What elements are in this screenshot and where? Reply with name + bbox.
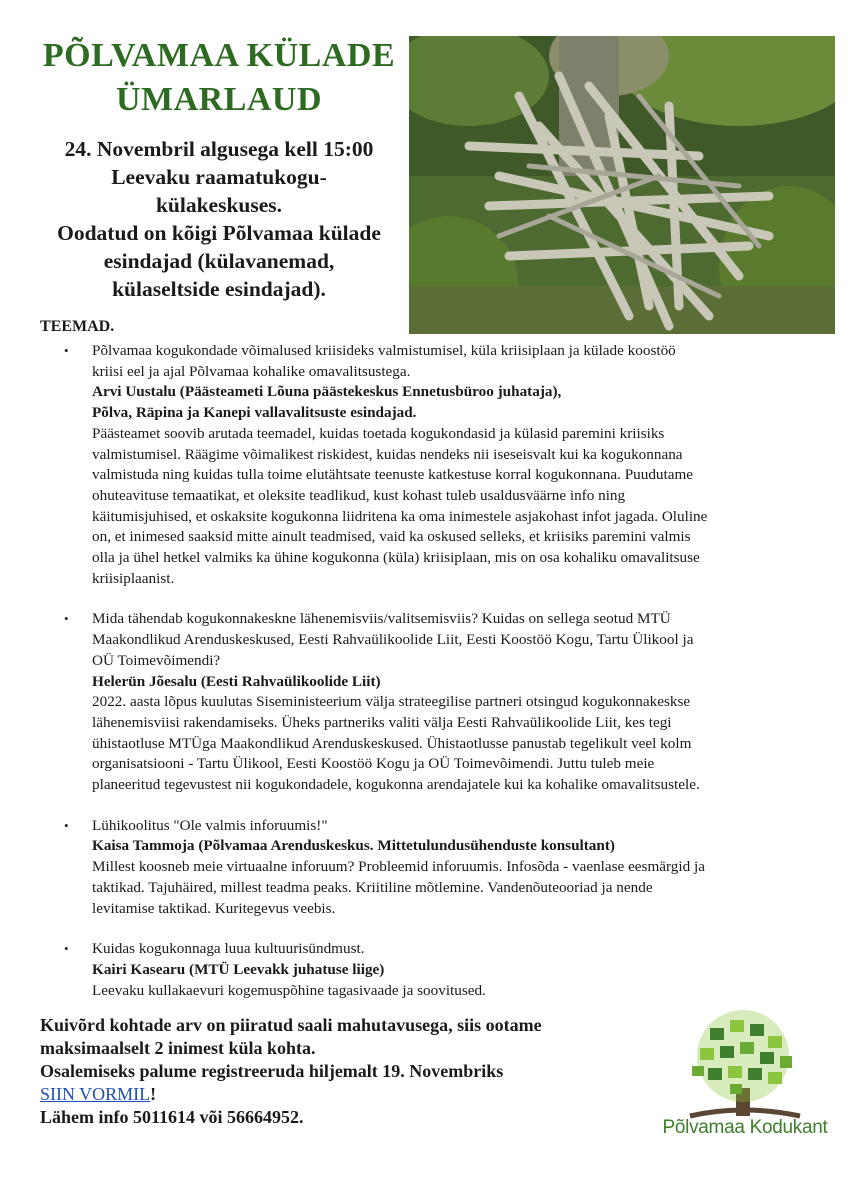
event-intro xyxy=(24,135,414,303)
intro-line: külaseltside esindajad). xyxy=(112,277,326,301)
bullet-icon: • xyxy=(64,611,69,627)
topic-text-line: Lühikoolitus "Ole valmis inforuumis!" xyxy=(92,816,328,834)
intro-line: esindajad (külavanemad, xyxy=(103,249,335,273)
page-title xyxy=(24,34,414,122)
topic-item xyxy=(60,341,820,589)
topic-item xyxy=(60,816,820,920)
topic-text-line: Mida tähendab kogukonnakeskne lähenemisviis/valitsemisviis? Kuidas on sellega seotud MTÜ xyxy=(92,610,671,628)
topic-text-line: olla ja ühel hetkel valmiks ka ühine kogukonna (küla) kriisiplaan, mis on osa kohaliku omavalitsuse xyxy=(92,549,700,567)
topic-text-line: 2022. aasta lõpus kuulutas Siseministeerium välja strateegilise partneri otsingud kogukonnakeskse xyxy=(92,693,691,711)
topic-text-line: Millest koosneb meie virtuaalne inforuum? Probleemid inforuumis. Infosõda - vaenlase eesmärgid ja xyxy=(92,858,705,876)
bullet-icon: • xyxy=(64,941,69,957)
title-line-1: PÕLVAMAA KÜLADE xyxy=(42,37,396,74)
topic-text-line: organisatsiooni - Tartu Ülikool, Eesti Koostöö Kogu ja OÜ Toimevõimendi. Juttu tuleb meie xyxy=(92,755,655,773)
fence-pile-image xyxy=(409,36,835,334)
topic-item xyxy=(60,939,820,1001)
speaker-line: Põlva, Räpina ja Kanepi vallavalitsuste esindajad. xyxy=(92,404,417,422)
topic-text-line: Päästeamet soovib arutada teemadel, kuidas toetada kogukondasid ja külasid paremini kriisiks xyxy=(92,424,665,442)
topic-text-line: Maakondlikud Arenduskeskused, Eesti Rahvaülikoolide Liit, Eesti Koostöö Kogu, Tartu Ülikool ja xyxy=(92,631,694,649)
wooden-fence-photo xyxy=(409,36,835,334)
topic-text-line: Põlvamaa kogukondade võimalused kriisideks valmistumisel, küla kriisiplaan ja külade koostöö xyxy=(92,342,676,359)
topic-text-line: kriisi eel ja ajal Põlvamaa kohalike omavalitsustega. xyxy=(92,362,411,380)
topic-text-line: valmistuda ning kuidas tulla toime elutähtsate teenuste katkestuse korral kogukonnana. Puudutame xyxy=(92,466,694,484)
footer-line-5: Lähem info 5011614 või 56664952. xyxy=(40,1107,304,1127)
footer-line-1: Kuivõrd kohtade arv on piiratud saali mahutavusega, siis ootame xyxy=(40,1015,542,1035)
intro-line: 24. Novembril algusega kell 15:00 xyxy=(64,137,374,161)
intro-line: Oodatud on kõigi Põlvamaa külade xyxy=(57,221,381,245)
topic-text-line: planeeritud tegevustest nii kogukondadele, kogukonna arendajatele kui ka kohalike omavalitsustele. xyxy=(92,776,700,794)
topics-list xyxy=(60,341,820,1021)
footer-line-3: Osalemiseks palume registreeruda hiljemalt 19. Novembriks xyxy=(40,1061,504,1081)
logo-text: Põlvamaa Kodukant xyxy=(662,1117,828,1138)
topic-text-line: levitamise taktikad. Kuritegevus veebis. xyxy=(92,899,336,917)
footer-line-4 xyxy=(40,1083,640,1106)
topic-text-line: taktikad. Tajuhäired, millest teadma peaks. Kriitiline mõtlemine. Vandenõuteooriad ja nende xyxy=(92,878,653,896)
bullet-icon: • xyxy=(64,343,69,358)
topic-text-line: OÜ Toimevõimendi? xyxy=(92,651,221,669)
topic-text-line: Leevaku kullakaevuri kogemuspõhine tagasivaade ja soovitused. xyxy=(92,981,486,999)
topic-item xyxy=(60,609,820,795)
topic-text-line: Kuidas kogukonnaga luua kultuurisündmust. xyxy=(92,940,365,958)
bullet-icon: • xyxy=(64,817,69,833)
footer-line-2: maksimaalselt 2 inimest küla kohta. xyxy=(40,1038,316,1058)
topics-heading: TEEMAD. xyxy=(40,318,115,335)
topic-text-line: valmistumisel. Räägime võimalikest riskidest, kuidas nendeks nii iseseisvalt kui ka kogukonnana xyxy=(92,445,683,463)
topic-text-line: ühistaotluse MTÜga Maakondlikud Arenduskeskused. Ühistaotlusse panustab tegelikult veel kolm xyxy=(92,734,692,752)
speaker-line: Kaisa Tammoja (Põlvamaa Arenduskeskus. Mittetulundusühenduste konsultant) xyxy=(92,837,615,855)
link-exclamation: ! xyxy=(150,1084,157,1104)
topic-text-line: ohuteavituse temaatikat, et oleksite teadlikud, kust kohast tuleb usaldusväärne info ning xyxy=(92,486,626,504)
topic-text-line: lähenemisviisi rakendamiseks. Üheks partneriks valiti välja Eesti Rahvaülikoolide Liit, kes tegi xyxy=(92,713,672,731)
speaker-line: Helerün Jõesalu (Eesti Rahvaülikoolide Liit) xyxy=(92,672,381,690)
intro-line: Leevaku raamatukogu- xyxy=(111,165,327,189)
speaker-line: Arvi Uustalu (Päästeameti Lõuna päästekeskus Ennetusbüroo juhataja), xyxy=(92,383,562,401)
registration-info xyxy=(40,1014,640,1129)
topic-text-line: on, et inimesed saaksid mitte ainult teadmised, vaid ka oskused selleks, et kriisiks paremini valmis xyxy=(92,528,691,546)
speaker-line: Kairi Kasearu (MTÜ Leevakk juhatuse liige) xyxy=(92,960,385,978)
registration-form-link[interactable]: SIIN VORMIL xyxy=(40,1084,151,1104)
topic-text-line: käitumisjuhised, et oskaksite kogukonna liidritena ka oma inimestele asjakohast infot jagada. Oluline xyxy=(92,507,708,525)
intro-line: külakeskuses. xyxy=(155,193,283,217)
title-line-2: ÜMARLAUD xyxy=(115,81,323,118)
topic-text-line: kriisiplaanist. xyxy=(92,569,175,587)
